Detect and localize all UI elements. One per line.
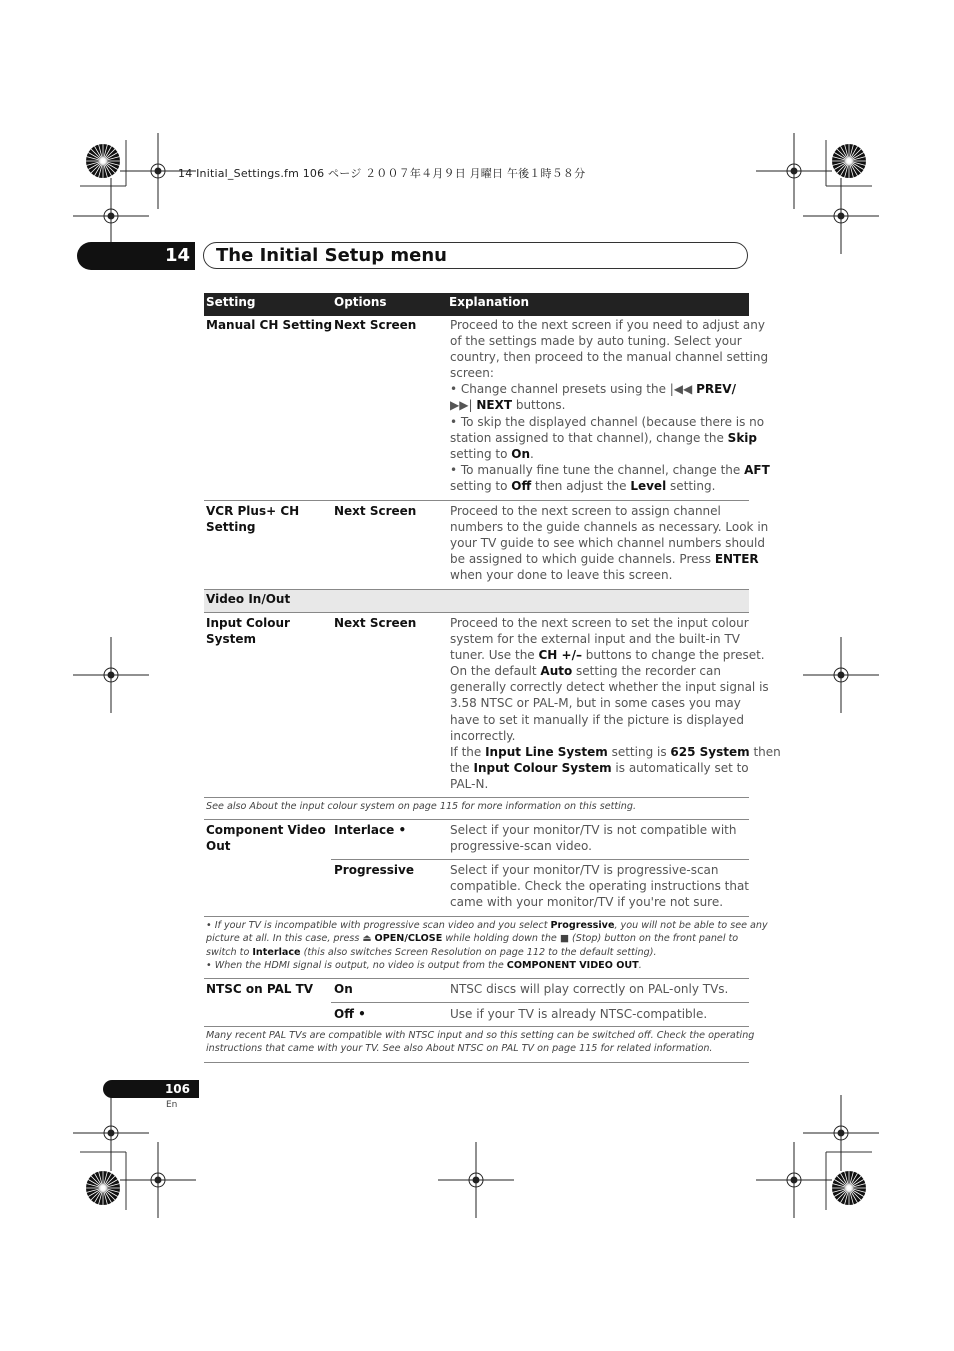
setting-vcr-plus: VCR Plus+ CH Setting [206, 504, 300, 535]
registration-crosshair [73, 1095, 149, 1171]
setting-manual-ch: Manual CH Setting [206, 318, 333, 332]
row-divider [331, 1002, 749, 1003]
note-input-colour: See also About the input colour system on page 115 for more information on this setting. [206, 801, 637, 812]
option-progressive: Progressive [334, 863, 414, 877]
registration-crosshair [803, 1095, 879, 1171]
registration-star [832, 144, 866, 178]
setting-ntsc-on-pal: NTSC on PAL TV [206, 982, 314, 996]
page-number: 106 [164, 1082, 190, 1096]
setting-input-colour: Input Colour System [206, 616, 290, 647]
column-setting: Setting [206, 295, 256, 309]
explanation-manual-ch: Proceed to the next screen if you need to adjust any of the settings made by auto tuning. Select your country, then proceed to the manual channel setting screen: • Change channel presets using the |◀◀ PREV/ ▶▶| NEXT buttons. • To skip the displayed channel (because there is no station assigned to that channel), change the Skip setting to On. • To manually fine tune the channel, change the AFT setting to Off then adjust the Level setting. [450, 318, 770, 493]
note-component-video: • If your TV is incompatible with progressive scan video and you select Progressive, you will not be able to see any picture at all. In this case, press ⏏ OPEN/CLOSE while holding down the ■ (Stop) button on the front panel to switch to Interlace (this also switches Screen Resolution on page 112 to the default setting). • When the HDMI signal is output, no video is output from the COMPONENT VIDEO OUT. [206, 920, 768, 971]
row-divider [204, 819, 749, 820]
file-info: 14 Initial_Settings.fm 106 ページ ２００７年４月９日 月曜日 午後１時５８分 [178, 167, 586, 180]
explanation-on: NTSC discs will play correctly on PAL-only TVs. [450, 982, 729, 996]
registration-star [86, 1171, 120, 1205]
registration-crosshair [438, 1142, 514, 1218]
registration-crosshair [803, 178, 879, 254]
table-bottom-rule [204, 1062, 749, 1063]
explanation-interlace: Select if your monitor/TV is not compatible with progressive-scan video. [450, 823, 737, 854]
explanation-vcr-plus: Proceed to the next screen to assign channel numbers to the guide channels as necessary. Look in your TV guide to see which channel numbers should be assigned to which guide channels. Press ENTER when your done to leave this screen. [450, 504, 769, 583]
explanation-input-colour: Proceed to the next screen to set the input colour system for the external input and the built-in TV tuner. Use the CH +/– buttons to change the preset. On the default Auto setting the recorder can generally correctly detect whether the input signal is 3.58 NTSC or PAL-M, but in some cases you may have to set it manually if the picture is displayed incorrectly. If the Input Line System setting is 625 System then the Input Colour System is automatically set to PAL-N. [450, 616, 781, 791]
chapter-title: The Initial Setup menu [216, 245, 447, 266]
registration-star [86, 144, 120, 178]
section-label: Video In/Out [206, 592, 291, 606]
chapter-number: 14 [164, 245, 190, 266]
row-divider [204, 1026, 749, 1027]
row-divider [204, 500, 749, 501]
setting-component-video: Component Video Out [206, 823, 326, 854]
option-input-colour: Next Screen [334, 616, 417, 630]
explanation-progressive: Select if your monitor/TV is progressive-scan compatible. Check the operating instructions that came with your monitor/TV if you're not sure. [450, 863, 749, 910]
table-header [204, 293, 749, 316]
registration-crosshair [756, 1142, 832, 1218]
column-explanation: Explanation [449, 295, 530, 309]
column-options: Options [334, 295, 387, 309]
row-divider [204, 797, 749, 798]
explanation-off: Use if your TV is already NTSC-compatible. [450, 1007, 708, 1021]
option-vcr-plus: Next Screen [334, 504, 417, 518]
row-divider [204, 916, 749, 917]
row-divider [331, 859, 749, 860]
option-manual-ch: Next Screen [334, 318, 417, 332]
option-interlace: Interlace • [334, 823, 407, 837]
registration-crosshair [803, 637, 879, 713]
registration-crosshair [73, 637, 149, 713]
registration-crosshair [120, 1142, 196, 1218]
option-off: Off • [334, 1007, 366, 1021]
section-heading [204, 589, 749, 613]
page-language: En [166, 1100, 178, 1110]
note-ntsc-on-pal: Many recent PAL TVs are compatible with NTSC input and so this setting can be switched off. Check the operating instructions that came with your TV. See also About NTSC on PAL TV on page 115 for related information. [206, 1030, 755, 1055]
registration-crosshair [756, 133, 832, 209]
registration-star [832, 1171, 866, 1205]
row-divider [204, 978, 749, 979]
option-on: On [334, 982, 353, 996]
